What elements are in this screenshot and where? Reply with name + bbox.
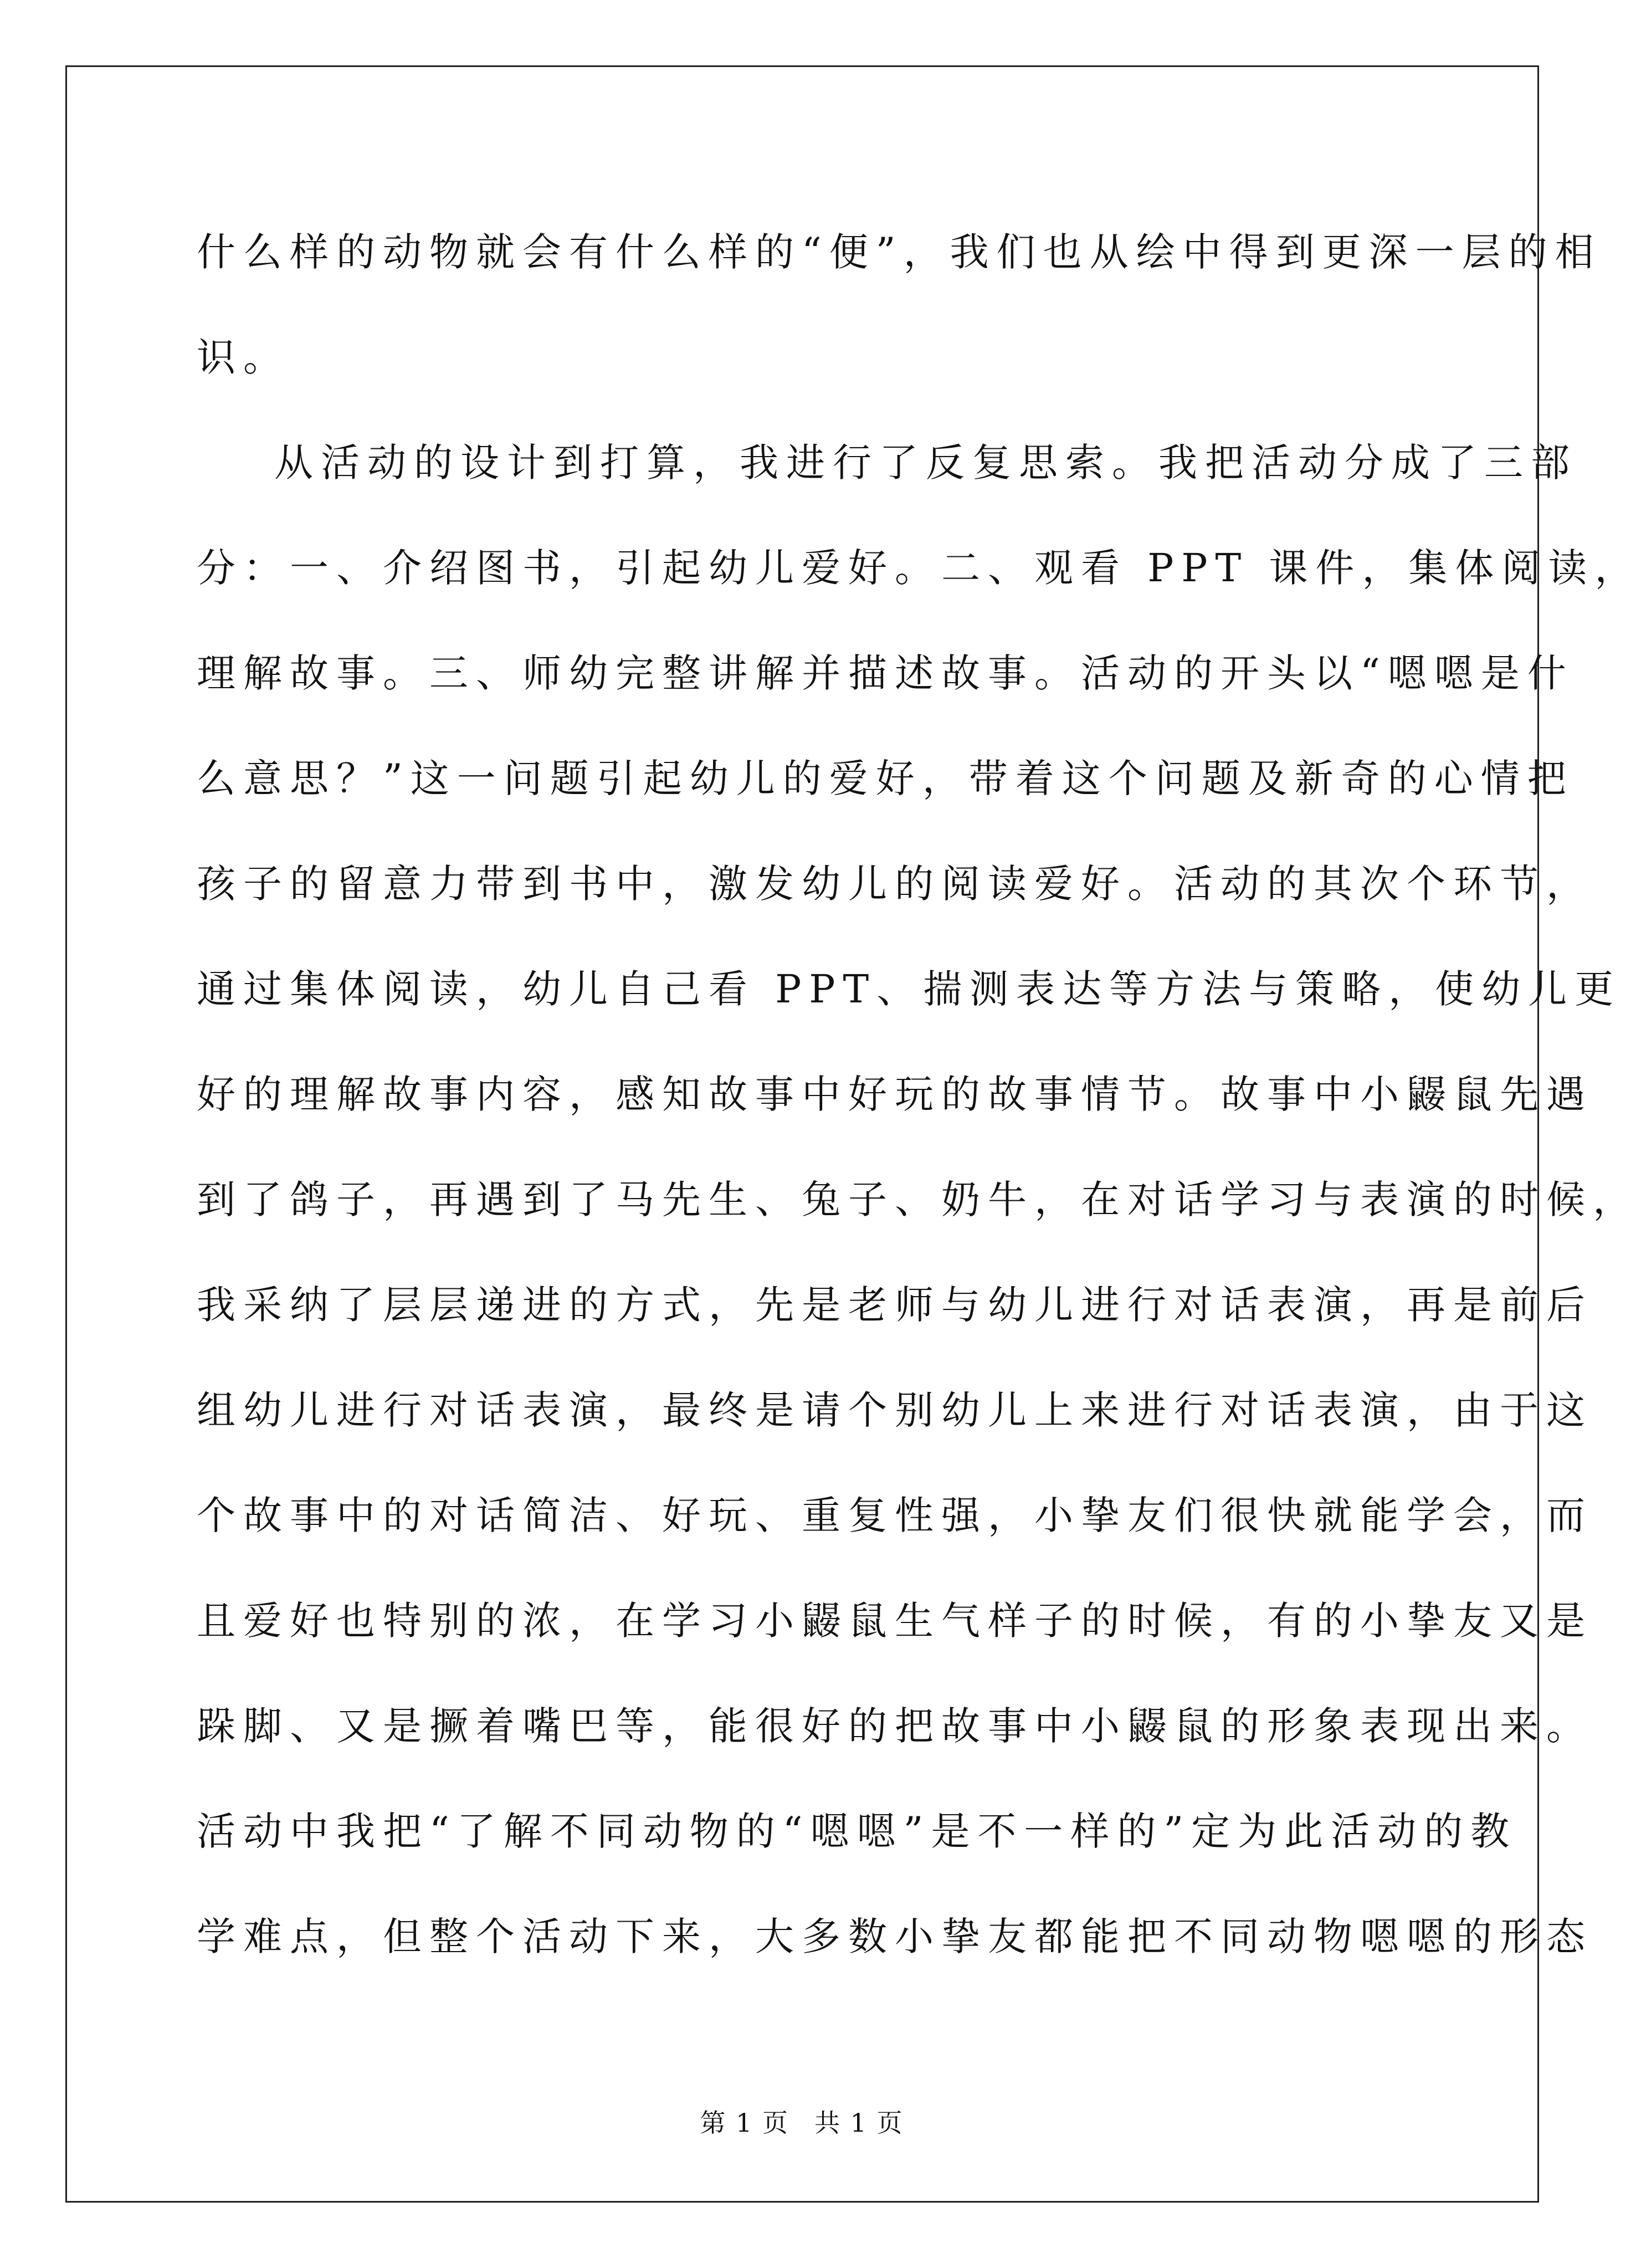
text-line: 理解故事。三、师幼完整讲解并描述故事。活动的开头以“嗯嗯是什: [197, 651, 1574, 696]
text-line: 好的理解故事内容，感知故事中好玩的故事情节。故事中小鼹鼠先遇: [197, 1072, 1593, 1117]
page-total: 共 1 页: [814, 2108, 904, 2138]
text-line: 通过集体阅读，幼儿自己看 PPT、揣测表达等方法与策略，使幼儿更: [197, 966, 1622, 1012]
paragraph-start-line: 从活动的设计到打算，我进行了反复思索。我把活动分成了三部: [274, 440, 1577, 485]
text-line: 个故事中的对话简洁、好玩、重复性强，小挚友们很快就能学会，而: [197, 1493, 1593, 1538]
page-number: 第 1 页: [700, 2108, 789, 2138]
text-line: 么意思？”这一问题引起幼儿的爱好，带着这个问题及新奇的心情把: [197, 756, 1574, 801]
text-line: 且爱好也特别的浓，在学习小鼹鼠生气样子的时候，有的小挚友又是: [197, 1598, 1593, 1644]
text-line: 我采纳了层层递进的方式，先是老师与幼儿进行对话表演，再是前后: [197, 1282, 1593, 1328]
page-footer: [0, 2103, 1603, 2139]
text-line: 识。: [197, 335, 290, 380]
text-line: 分：一、介绍图书，引起幼儿爱好。二、观看 PPT 课件，集体阅读，: [197, 545, 1641, 591]
text-line: 到了鸽子，再遇到了马先生、兔子、奶牛，在对话学习与表演的时候，: [197, 1177, 1639, 1222]
text-line: 学难点，但整个活动下来，大多数小挚友都能把不同动物嗯嗯的形态: [197, 1914, 1593, 1959]
text-line: 什么样的动物就会有什么样的“便”，我们也从绘中得到更深一层的相: [197, 229, 1602, 275]
text-line: 组幼儿进行对话表演，最终是请个别幼儿上来进行对话表演，由于这: [197, 1388, 1593, 1433]
text-line: 活动中我把“了解不同动物的“嗯嗯”是不一样的”定为此活动的教: [197, 1809, 1517, 1854]
text-line: 孩子的留意力带到书中，激发幼儿的阅读爱好。活动的其次个环节，: [197, 861, 1593, 907]
document-body: [197, 199, 1641, 1989]
text-line: 跺脚、又是撅着嘴巴等，能很好的把故事中小鼹鼠的形象表现出来。: [197, 1703, 1593, 1749]
